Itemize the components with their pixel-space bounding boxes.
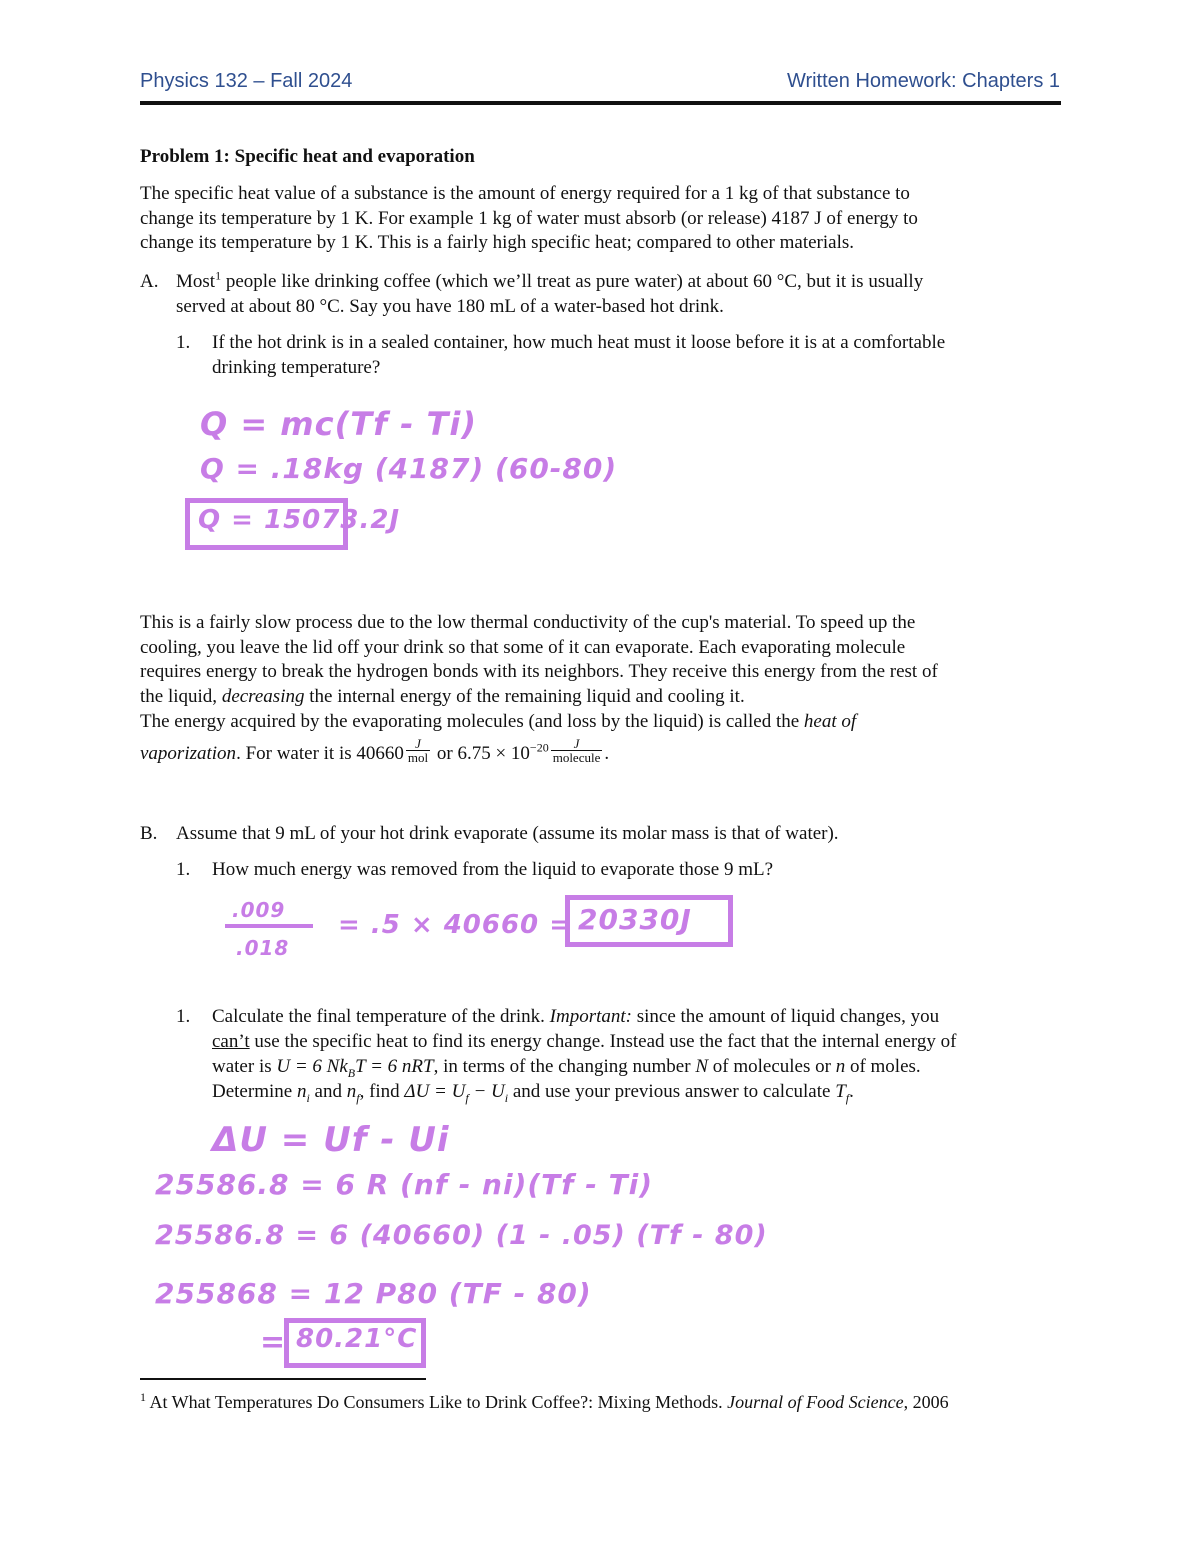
footnote-rule	[140, 1378, 426, 1380]
part-a-letter: A.	[140, 271, 159, 292]
intro-line-3: change its temperature by 1 K. This is a fairly high specific heat; compared to other materials.	[140, 232, 855, 253]
handwritten-formula: Q = mc(Tf - Ti)	[200, 405, 477, 443]
footnote-ref: 1	[215, 268, 222, 283]
handwritten-equation-1: 25586.8 = 6 R (nf - ni)(Tf - Ti)	[155, 1168, 654, 1201]
part-b-q2-line-1: Calculate the final temperature of the drink. Important: since the amount of liquid changes, you	[212, 1006, 940, 1027]
problem-title: Problem 1: Specific heat and evaporation	[140, 146, 475, 167]
part-b-q2-line-3: water is U = 6 $Nk_BT = 6$ nRT, in terms of the changing number N of molecules or n of moles.	[212, 1056, 921, 1080]
para-line-5: The energy acquired by the evaporating molecules (and loss by the liquid) is called the heat of	[140, 711, 857, 732]
part-a-q1-line-2: drinking temperature?	[212, 357, 381, 378]
part-a-q1-line-1: If the hot drink is in a sealed container, how much heat must it loose before it is at a comfortable	[212, 332, 946, 353]
fraction-j-per-mol: $\frac{J}{\text{mol}}$	[407, 736, 429, 766]
part-a-q1-number: 1.	[176, 332, 191, 353]
intro-line-2: change its temperature by 1 K. For example 1 kg of water must absorb (or release) 4187 J of energy to	[140, 208, 918, 229]
handwritten-answer-a: Q = 15073.2J	[198, 505, 401, 535]
handwritten-equals: =	[260, 1325, 287, 1360]
intro-line-1: The specific heat value of a substance is the amount of energy required for a 1 kg of that substance to	[140, 183, 910, 204]
para-line-3: requires energy to break the hydrogen bonds with its neighbors. They receive this energy from the rest of	[140, 661, 938, 682]
handwritten-frac-bar	[225, 924, 313, 928]
footnote: $^1$ At What Temperatures Do Consumers Like to Drink Coffee?: Mixing Methods. Journal of Food Science, 2006	[140, 1390, 949, 1412]
handwritten-expression-b: = .5 × 40660 =	[338, 910, 572, 940]
footnote-mark: 1	[140, 1390, 146, 1404]
para-line-2: cooling, you leave the lid off your drink so that some of it can evaporate. Each evaporating molecule	[140, 637, 906, 658]
handwritten-frac-den: .018	[236, 936, 290, 960]
part-b-q2-line-2: can’t use the specific heat to find its energy change. Instead use the fact that the internal energy of	[212, 1031, 957, 1052]
handwritten-equation-3: 255868 = 12 P80 (TF - 80)	[155, 1277, 592, 1310]
part-b-q1-number: 1.	[176, 859, 191, 880]
handwritten-answer-b: 20330J	[578, 903, 692, 936]
para-line-6: vaporization. For water it is 40660 $\frac{J}{\text{mol}}$ or $6.75 \times 10^{-20}$ $\frac{J}{\text{molecule}}$ .	[140, 736, 610, 766]
part-b-q1: How much energy was removed from the liquid to evaporate those 9 mL?	[212, 859, 774, 880]
para-line-1: This is a fairly slow process due to the low thermal conductivity of the cup's material. To speed up the	[140, 612, 916, 633]
part-b-q2-number: 1.	[176, 1006, 191, 1027]
part-b-line-1: Assume that 9 mL of your hot drink evaporate (assume its molar mass is that of water).	[176, 823, 839, 844]
fraction-j-per-molecule: $\frac{J}{\text{molecule}}$	[552, 736, 601, 766]
assignment-header: Written Homework: Chapters 1	[786, 70, 1060, 92]
part-b-q2-line-4: Determine $n_i$ and $n_f$, find $\Delta U = U_f - U_i$ and use your previous answer to calculate $T_f$.	[212, 1081, 854, 1105]
part-b-letter: B.	[140, 823, 158, 844]
header-rule	[140, 101, 1061, 105]
handwritten-delta-u: ΔU = Uf - Ui	[212, 1120, 450, 1160]
para-line-4: the liquid, decreasing the internal energy of the remaining liquid and cooling it.	[140, 686, 745, 707]
handwritten-substitution: Q = .18kg (4187) (60-80)	[200, 452, 618, 485]
part-a-line-1: Most$^1$ people like drinking coffee (which we’ll treat as pure water) at about 60 °C, but it is usually	[176, 268, 924, 292]
course-header: Physics 132 – Fall 2024	[140, 70, 353, 92]
part-a-line-2: served at about 80 °C. Say you have 180 mL of a water-based hot drink.	[176, 296, 724, 317]
handwritten-equation-2: 25586.8 = 6 (40660) (1 - .05) (Tf - 80)	[155, 1220, 768, 1251]
handwritten-frac-num: .009	[232, 898, 286, 922]
handwritten-answer-c: 80.21°C	[296, 1324, 418, 1354]
